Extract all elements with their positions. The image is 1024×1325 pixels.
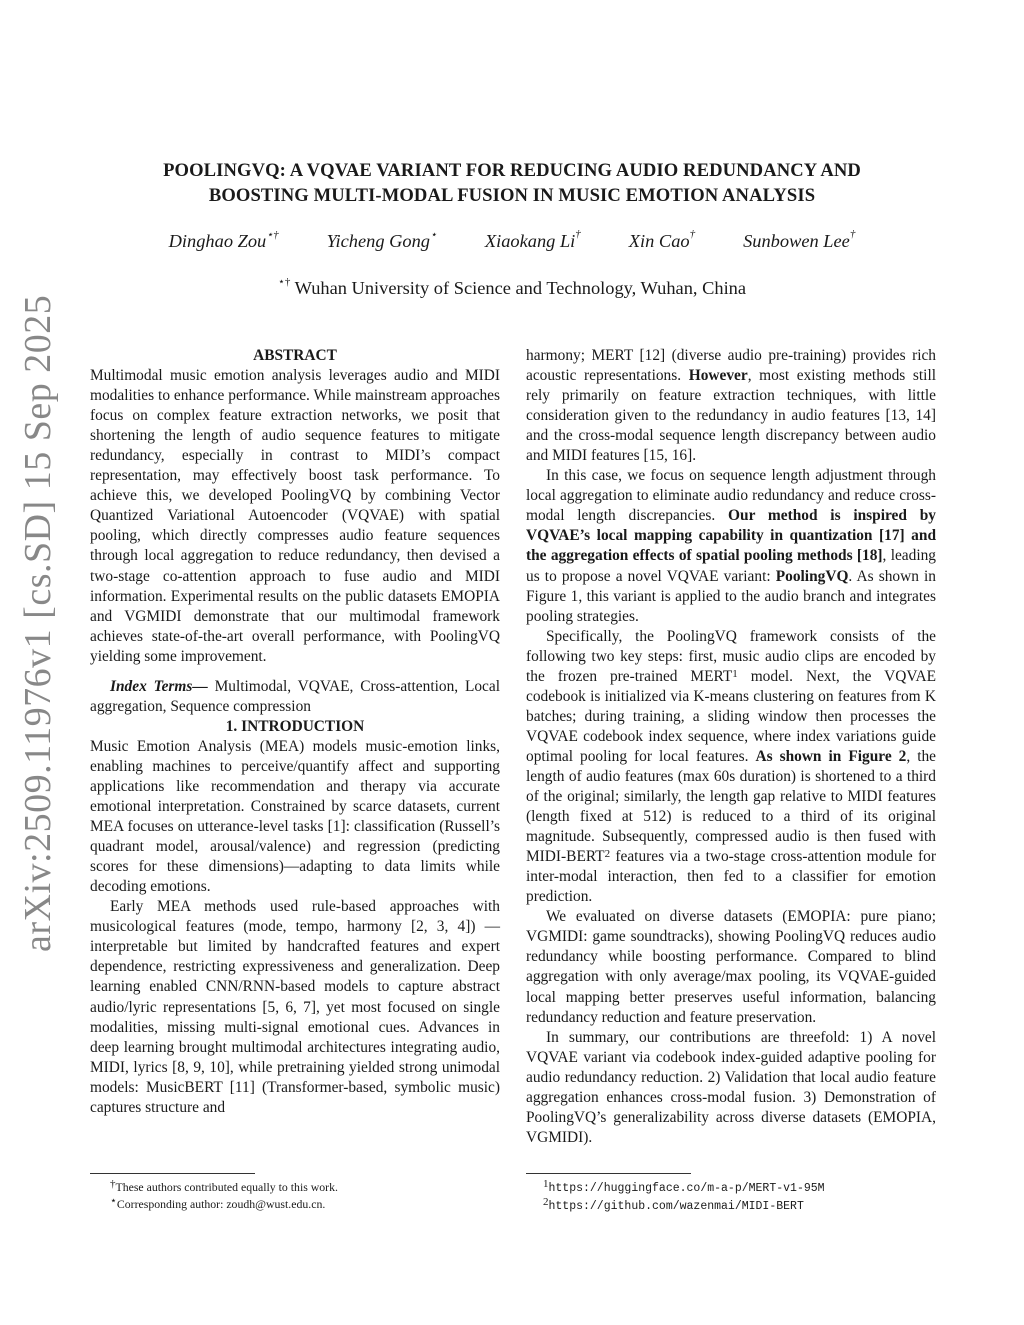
author: Xiaokang Li†	[484, 228, 581, 251]
intro-paragraph: In this case, we focus on sequence length adjustment through local aggregation to eliminate audio redundancy and reduce cross-modal length discrepancies. Our method is inspired by VQVAE’s local mapping capability in quantization [17] and the aggregation effects of spatial pooling methods [18], leading us to propose a novel VQVAE variant: PoolingVQ. As shown in Figure 1, this variant is applied to the audio branch and integrates pooling strategies.	[526, 467, 936, 625]
author: Xin Cao†	[628, 228, 696, 251]
footnote: †These authors contributed equally to this work.	[110, 1178, 338, 1194]
footnote: ⋆Corresponding author: zoudh@wust.edu.cn.	[110, 1195, 326, 1211]
abstract-heading: ABSTRACT	[253, 347, 337, 364]
index-terms: Index Terms— Multimodal, VQVAE, Cross-attention, Local aggregation, Sequence compression	[90, 677, 500, 715]
author: Yicheng Gong⋆	[326, 229, 437, 251]
intro-paragraph: Early MEA methods used rule-based approaches with musicological features (mode, tempo, harmony [2, 3, 4]) —interpretable but limited by handcrafted features and expert dependence, restricting expressiveness and generalization. Deep learning enabled CNN/RNN-based models to capture abstract audio/lyric representations [5, 6, 7], yet most focused on single modalities, missing multi-signal emotional cues. Advances in deep learning brought multimodal architectures integrating audio, MIDI, lyrics [8, 9, 10], while pretraining yielded strong unimodal models: MusicBERT [11] (Transformer-based, symbolic music) captures structure and	[90, 898, 500, 1116]
author: Sunbowen Lee†	[743, 228, 856, 251]
intro-paragraph: In summary, our contributions are threefold: 1) A novel VQVAE variant via codebook index-guided adaptive pooling for audio redundancy reduction. 2) Validation that local audio feature aggregation enhances cross-modal fusion. 3) Demonstration of PoolingVQ’s generalizability across diverse datasets (EMOPIA, VGMIDI).	[526, 1028, 936, 1146]
footnote-url: $^1$https://huggingface.co/m-a-p/MERT-v1-95M	[543, 1178, 825, 1195]
arxiv-identifier: arXiv:2509.11976v1 [cs.SD] 15 Sep 2025	[17, 294, 59, 952]
intro-paragraph: Music Emotion Analysis (MEA) models music-emotion links, enabling machines to perceive/quantify affect and supporting applications like recommendation and therapy via accurate emotional interpretation. Constrained by scarce datasets, current MEA focuses on utterance-level tasks [1]: classification (Russell’s quadrant model, arousal/valence) and regression (predicting scores for these dimensions)—adapting to data limits while decoding emotions.	[90, 737, 500, 896]
paper-title	[60, 158, 964, 208]
title-line-1: POOLINGVQ: A VQVAE VARIANT FOR REDUCING AUDIO REDUNDANCY AND	[163, 160, 861, 181]
affiliation: ⋆† Wuhan University of Science and Technology, Wuhan, China	[277, 276, 747, 298]
footnotes-right	[543, 1179, 963, 1215]
author-list	[60, 228, 964, 252]
footnotes-left	[110, 1179, 510, 1213]
intro-paragraph: harmony; MERT [12] (diverse audio pre-training) provides rich acoustic representations. However, most existing methods still rely primarily on feature extraction techniques, with little consideration given to the redundancy in audio features [13, 14] and the cross-modal sequence length discrepancy between audio and MIDI features [15, 16].	[526, 347, 937, 465]
intro-paragraph: Specifically, the PoolingVQ framework consists of the following two key steps: first, music audio clips are encoded by the frozen pre-trained MERT$^1$ model. Next, the VQVAE codebook is initialized via K-means clustering on features from K batches; during training, a sliding window then processes the VQVAE codebook index sequence, where index variations guide optimal pooling for local features. As shown in Figure 2, the length of audio features (max 60s duration) is shortened to a third of the original; similarly, the length gap relative to MIDI features (length fixed at 512) is reduced to a third of its original magnitude. Subsequently, compressed audio is then fused with MIDI-BERT$^2$ features via a two-stage cross-attention module for inter-modal interaction, then fed to a classifier for emotion prediction.	[526, 627, 937, 906]
abstract-text: Multimodal music emotion analysis leverages audio and MIDI modalities to enhance performance. While mainstream approaches focus on complex feature extraction networks, we posit that shortening the length of audio sequence features to mitigate redundancy, especially in contrast to MIDI’s compact representation, may effectively boost task performance. To achieve this, we developed PoolingVQ by combining Vector Quantized Variational Autoencoder (VQVAE) with spatial pooling, which directly compresses audio feature sequences through local aggregation to reduce redundancy, then devised a two-stage co-attention approach to fuse audio and MIDI information. Experimental results on the public datasets EMOPIA and VGMIDI demonstrate that our multimodal framework achieves state-of-the-art overall performance, with PoolingVQ yielding some improvement.	[90, 367, 500, 665]
section-heading-introduction: 1. INTRODUCTION	[225, 717, 365, 735]
left-column	[90, 346, 500, 1118]
footnote-rule	[526, 1173, 691, 1174]
intro-paragraph: We evaluated on diverse datasets (EMOPIA: pure piano; VGMIDI: game soundtracks), showing PoolingVQ reduces audio redundancy while boosting performance. Compared to blind aggregation with only average/max pooling, its VQVAE-guided local mapping better preserves useful information, balancing redundancy reduction and feature preservation.	[526, 908, 936, 1026]
title-line-2: BOOSTING MULTI-MODAL FUSION IN MUSIC EMOTION ANALYSIS	[208, 185, 816, 206]
footnote-url: $^2$https://github.com/wazenmai/MIDI-BERT	[543, 1196, 804, 1213]
right-column	[526, 346, 936, 1148]
author: Dinghao Zou⋆†	[168, 229, 279, 251]
footnote-rule	[90, 1173, 255, 1174]
